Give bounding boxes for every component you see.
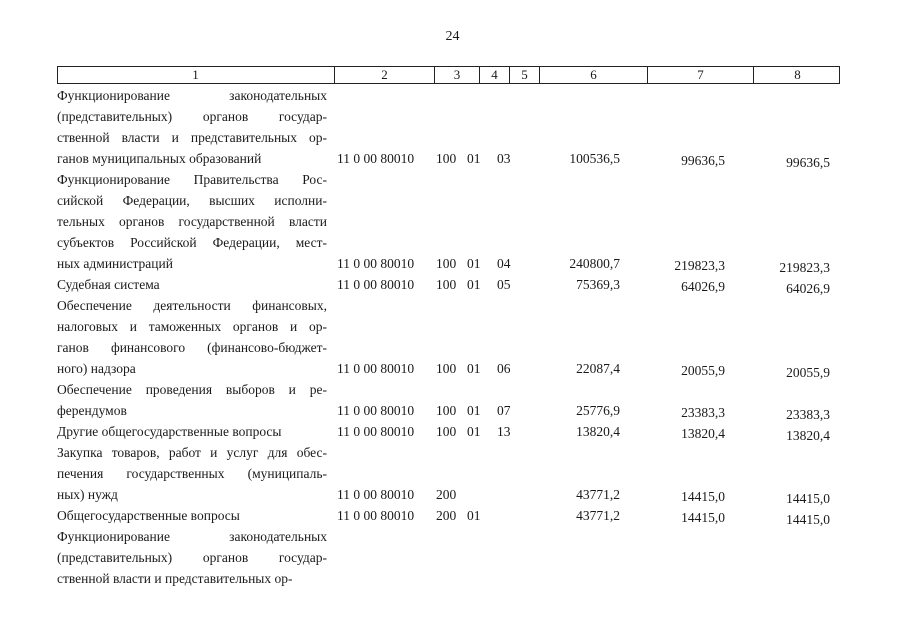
header-cell-8: 8 xyxy=(753,67,841,83)
amount-col8: 14415,0 xyxy=(786,491,830,506)
row-label-line: ганов финансового (финансово-бюджет- xyxy=(57,340,327,355)
subsection-code: 05 xyxy=(497,277,511,292)
amount-col8: 99636,5 xyxy=(786,155,830,170)
header-cell-7: 7 xyxy=(647,67,753,83)
row-label-line: субъектов Российской Федерации, мест- xyxy=(57,235,327,250)
header-cell-6: 6 xyxy=(539,67,647,83)
row-label-line: Общегосударственные вопросы xyxy=(57,508,240,523)
expense-type: 200 xyxy=(436,487,457,502)
amount-col8: 64026,9 xyxy=(786,281,830,296)
amount-col6: 43771,2 xyxy=(576,487,620,502)
row-label-line: Закупка товаров, работ и услуг для обес- xyxy=(57,445,327,460)
amount-col7: 14415,0 xyxy=(681,510,725,525)
row-label-line: Функционирование Правительства Рос- xyxy=(57,172,327,187)
row-label-line: ганов муниципальных образований xyxy=(57,151,262,166)
row-label-line: тельных органов государственной власти xyxy=(57,214,327,229)
amount-col7: 14415,0 xyxy=(681,489,725,504)
row-label-line: (представительных) органов государ- xyxy=(57,550,327,565)
row-label-line: ного) надзора xyxy=(57,361,136,376)
amount-col6: 75369,3 xyxy=(576,277,620,292)
row-label-line: Судебная система xyxy=(57,277,160,292)
section-code: 01 xyxy=(467,508,481,523)
row-label-line: Функционирование законодательных xyxy=(57,529,327,544)
section-code: 01 xyxy=(467,424,481,439)
amount-col6: 240800,7 xyxy=(569,256,620,271)
amount-col6: 13820,4 xyxy=(576,424,620,439)
target-code: 11 0 00 80010 xyxy=(337,256,415,271)
row-label-line: Обеспечение проведения выборов и ре- xyxy=(57,382,327,397)
row-label-line: Другие общегосударственные вопросы xyxy=(57,424,282,439)
header-cell-4: 4 xyxy=(479,67,509,83)
header-cell-1: 1 xyxy=(192,67,199,82)
row-label-line: сийской Федерации, высших исполни- xyxy=(57,193,327,208)
amount-col7: 219823,3 xyxy=(674,258,725,273)
subsection-code: 04 xyxy=(497,256,511,271)
amount-col7: 20055,9 xyxy=(681,363,725,378)
row-label-line: печения государственных (муниципаль- xyxy=(57,466,327,481)
subsection-code: 06 xyxy=(497,361,511,376)
subsection-code: 13 xyxy=(497,424,511,439)
amount-col8: 23383,3 xyxy=(786,407,830,422)
target-code: 11 0 00 80010 xyxy=(337,361,415,376)
subsection-code: 03 xyxy=(497,151,511,166)
section-code: 01 xyxy=(467,403,481,418)
header-cell-2: 2 xyxy=(334,67,434,83)
row-label-line: ферендумов xyxy=(57,403,127,418)
amount-col6: 25776,9 xyxy=(576,403,620,418)
row-label-line: ных) нужд xyxy=(57,487,118,502)
section-code: 01 xyxy=(467,361,481,376)
header-cell-3: 3 xyxy=(434,67,479,83)
row-label-line: (представительных) органов государ- xyxy=(57,109,327,124)
subsection-code: 07 xyxy=(497,403,511,418)
expense-type: 100 xyxy=(436,424,457,439)
target-code: 11 0 00 80010 xyxy=(337,508,415,523)
target-code: 11 0 00 80010 xyxy=(337,487,415,502)
expense-type: 100 xyxy=(436,277,457,292)
row-label-line: ных администраций xyxy=(57,256,173,271)
amount-col7: 13820,4 xyxy=(681,426,725,441)
expense-type: 100 xyxy=(436,256,457,271)
target-code: 11 0 00 80010 xyxy=(337,277,415,292)
row-label-line: налоговых и таможенных органов и ор- xyxy=(57,319,327,334)
amount-col6: 43771,2 xyxy=(576,508,620,523)
amount-col7: 64026,9 xyxy=(681,279,725,294)
page-number: 24 xyxy=(445,29,460,44)
amount-col8: 219823,3 xyxy=(779,260,830,275)
target-code: 11 0 00 80010 xyxy=(337,151,415,166)
amount-col8: 20055,9 xyxy=(786,365,830,380)
amount-col8: 14415,0 xyxy=(786,512,830,527)
section-code: 01 xyxy=(467,256,481,271)
row-label-line: Обеспечение деятельности финансовых, xyxy=(57,298,327,313)
row-label-line: ственной власти и представительных ор- xyxy=(57,571,293,586)
target-code: 11 0 00 80010 xyxy=(337,424,415,439)
expense-type: 100 xyxy=(436,361,457,376)
header-cell-5: 5 xyxy=(509,67,539,83)
amount-col7: 23383,3 xyxy=(681,405,725,420)
amount-col6: 100536,5 xyxy=(569,151,620,166)
expense-type: 200 xyxy=(436,508,457,523)
section-code: 01 xyxy=(467,277,481,292)
target-code: 11 0 00 80010 xyxy=(337,403,415,418)
expense-type: 100 xyxy=(436,151,457,166)
section-code: 01 xyxy=(467,151,481,166)
amount-col6: 22087,4 xyxy=(576,361,620,376)
table-header-row xyxy=(57,66,840,84)
expense-type: 100 xyxy=(436,403,457,418)
row-label-line: Функционирование законодательных xyxy=(57,88,327,103)
amount-col7: 99636,5 xyxy=(681,153,725,168)
row-label-line: ственной власти и представительных ор- xyxy=(57,130,327,145)
amount-col8: 13820,4 xyxy=(786,428,830,443)
